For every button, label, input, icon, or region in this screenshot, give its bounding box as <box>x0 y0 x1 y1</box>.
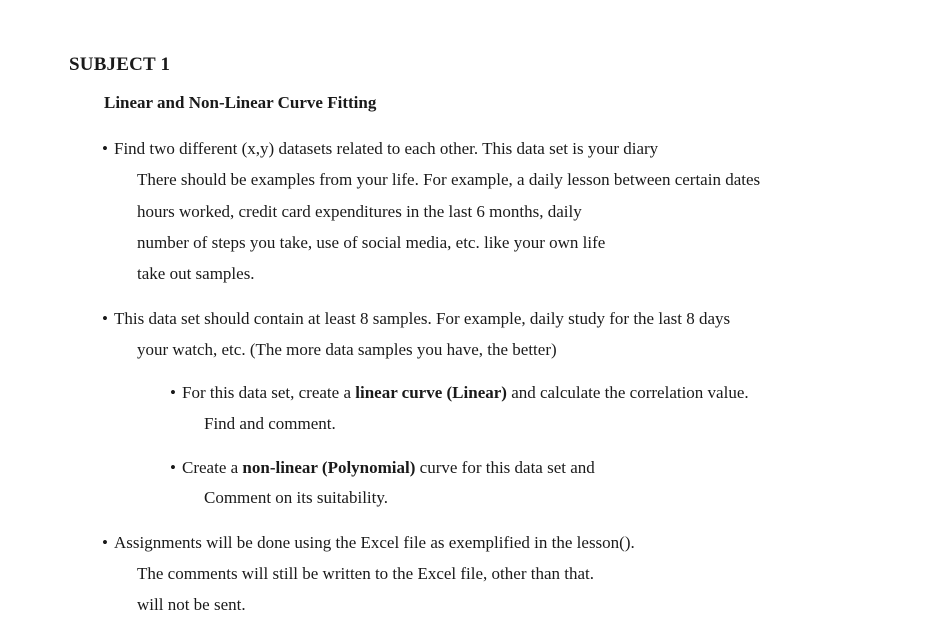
bullet-3-line-3: will not be sent. <box>137 595 246 614</box>
sub-bullet-2-first-line <box>170 458 595 478</box>
sub-bullet-1-line-2: Find and comment. <box>204 414 336 433</box>
subject-title: SUBJECT 1 <box>69 54 171 75</box>
sub-bullet-1-text-pre: For this data set, create a <box>182 383 356 402</box>
bullet-dot: • <box>102 533 108 552</box>
bullet-2-text: This data set should contain at least 8 samples. For example, daily study for the last 8 days <box>114 309 731 328</box>
sub-bullet-2-text-post: curve for this data set and <box>415 458 595 477</box>
bullet-dot: • <box>170 458 176 477</box>
bullet-1-line-4: number of steps you take, use of social media, etc. like your own life <box>137 233 606 252</box>
bullet-1-line-5: take out samples. <box>137 264 255 283</box>
bullet-3-first-line <box>102 533 635 553</box>
bullet-dot: • <box>102 309 108 328</box>
sub-bullet-1-bold: linear curve (Linear) <box>355 383 507 402</box>
bullet-2-first-line <box>102 309 730 329</box>
sub-bullet-2-line-2: Comment on its suitability. <box>204 488 389 507</box>
bullet-3-text: Assignments will be done using the Excel file as exemplified in the lesson(). <box>114 533 635 552</box>
sub-bullet-2-text-pre: Create a <box>182 458 243 477</box>
bullet-3-line-2: The comments will still be written to the Excel file, other than that. <box>137 564 594 583</box>
bullet-1-line-3: hours worked, credit card expenditures in the last 6 months, daily <box>137 202 582 221</box>
bullet-1-text: Find two different (x,y) datasets related to each other. This data set is your diary <box>114 139 659 158</box>
section-title: Linear and Non-Linear Curve Fitting <box>104 93 377 112</box>
bullet-1-first-line <box>102 139 658 159</box>
bullet-1-line-2: There should be examples from your life. For example, a daily lesson between certain dates <box>137 170 761 189</box>
bullet-dot: • <box>102 139 108 158</box>
sub-bullet-2-bold: non-linear (Polynomial) <box>242 458 416 477</box>
bullet-2-line-2: your watch, etc. (The more data samples you have, the better) <box>137 340 557 359</box>
sub-bullet-1-first-line <box>170 383 749 403</box>
bullet-dot: • <box>170 383 176 402</box>
sub-bullet-1-text-post: and calculate the correlation value. <box>506 383 749 402</box>
